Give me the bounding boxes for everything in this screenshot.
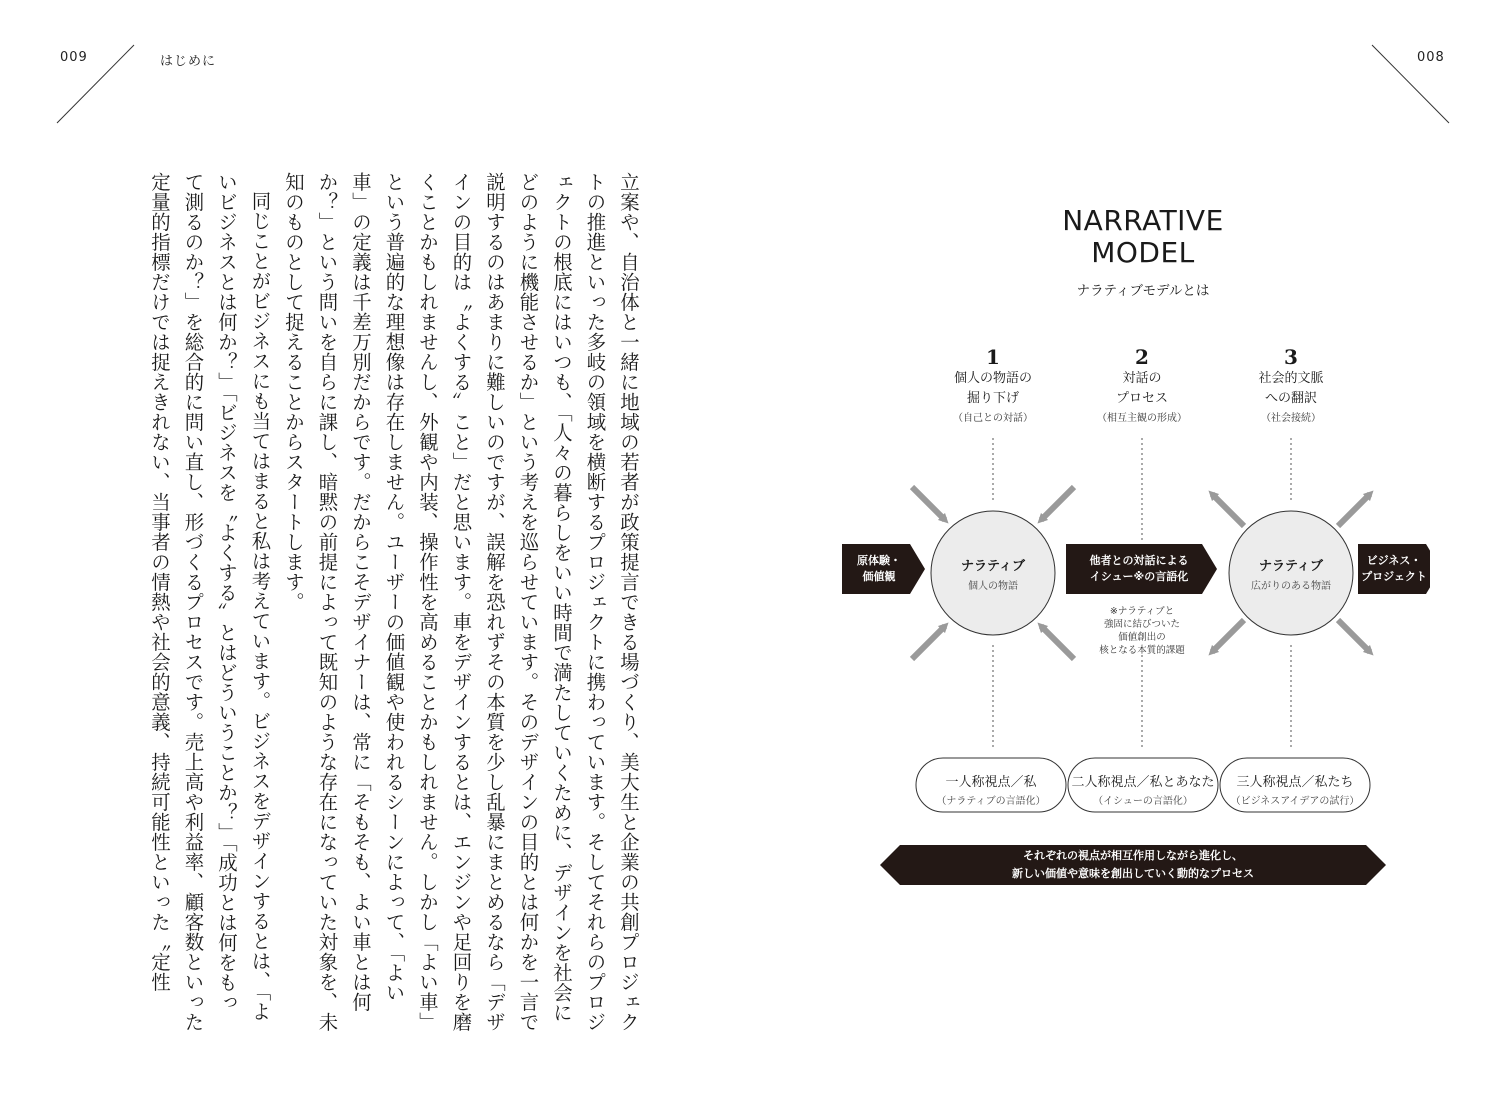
perspective-second-person (1068, 771, 1218, 807)
step-number: 3 (1284, 345, 1298, 369)
step-name-line2: への翻訳 (1264, 391, 1317, 406)
middle-arrow-line1: 他者との対話による (1089, 554, 1189, 567)
circle-1-label (933, 555, 1053, 592)
narrative-model-diagram (830, 195, 1430, 915)
step-note: （社会接続） (1261, 413, 1321, 424)
perspective-first-person (916, 771, 1066, 807)
right-page-number: 008 (1417, 50, 1445, 65)
circle-title: ナラティブ (1259, 559, 1323, 574)
perspective-sub: （ビジネスアイデアの試行） (1230, 796, 1360, 807)
perspective-main: 二人称視点／私とあなた (1071, 775, 1215, 790)
input-tag-line1: 原体験・ (857, 554, 901, 567)
left-page-number: 009 (60, 50, 88, 65)
step-name-line1: 対話の (1122, 371, 1162, 386)
diagram-title-line2: MODEL (1091, 236, 1195, 269)
chapter-title: はじめに (160, 54, 217, 69)
footnote-line4: 核となる本質的課題 (1099, 645, 1185, 656)
step-number: 2 (1135, 345, 1149, 369)
right-corner-line (1372, 45, 1449, 123)
perspective-sub: （ナラティブの言語化） (936, 796, 1046, 807)
footnote-line1: ※ナラティブと (1109, 606, 1175, 617)
footnote-line2: 強固に結びついた (1103, 619, 1180, 630)
output-tag-line2: プロジェクト (1361, 570, 1427, 583)
circle-title: ナラティブ (961, 559, 1025, 574)
diagram-title (980, 205, 1306, 269)
issue-footnote (1082, 605, 1202, 657)
step-number: 1 (986, 345, 1000, 369)
middle-arrow-label (1066, 553, 1212, 585)
step-note: （相互主観の形成） (1097, 413, 1187, 424)
step-name-line2: プロセス (1115, 391, 1168, 406)
circle-2-label (1231, 555, 1351, 592)
output-tag-line1: ビジネス・ (1366, 554, 1422, 567)
output-tag-label (1358, 553, 1430, 585)
middle-arrow-line2: イシュー※の言語化 (1089, 570, 1189, 583)
circle-subtitle: 個人の物語 (968, 581, 1018, 592)
step-2 (1072, 345, 1212, 424)
diagram-title-line1: NARRATIVE (1062, 204, 1224, 237)
diagram-subtitle: ナラティブモデルとは (1076, 283, 1210, 299)
circle-subtitle: 広がりのある物語 (1251, 581, 1331, 592)
body-text (95, 172, 645, 1032)
perspective-main: 三人称視点／私たち (1236, 775, 1354, 790)
input-tag-label (842, 553, 916, 585)
perspective-third-person (1220, 771, 1370, 807)
step-name-line1: 社会的文脈 (1258, 371, 1324, 386)
perspective-main: 一人称視点／私 (945, 775, 1037, 790)
banner-line1: それぞれの視点が相互作用しながら進化し、 (1023, 849, 1243, 862)
body-paragraph-2: 同じことがビジネスにも当てはまると私は考えています。ビジネスをデザインするとは、「よいビジネスとは何か？」「ビジネスを〝よくする〟とはどういうことか？」「成功とは何をもって測るのか？」を総合的に問い直し、形づくるプロセスです。売上高や利益率、顧客数といった定量的指標だけでは捉えきれない、当事者の情熱や社会的意義、持続可能性といった〝定性 (148, 172, 272, 1032)
process-banner (890, 847, 1376, 883)
step-1 (923, 345, 1063, 424)
step-name-line2: 掘り下げ (966, 391, 1019, 406)
footnote-line3: 価値創出の (1118, 632, 1166, 643)
perspective-sub: （イシューの言語化） (1093, 796, 1193, 807)
banner-line2: 新しい価値や意味を創出していく動的なプロセス (1012, 867, 1254, 880)
step-note: （自己との対話） (953, 413, 1033, 424)
body-paragraph-1: 立案や、自治体と一緒に地域の若者が政策提言できる場づくり、美大生と企業の共創プロジェクトの推進といった多岐の領域を横断するプロジェクトに携わっています。そしてそれらのプロジェクトの根底にはいつも、「人々の暮らしをいい時間で満たしていくために、デザインを社会にどのように機能させるか」という考えを巡らせています。そのデザインの目的とは何かを一言で説明するのはあまりに難しいのですが、誤解を恐れずその本質を少し乱暴にまとめるなら「デザインの目的は〝よくする〟こと」だと思います。車をデザインするとは、エンジンや足回りを磨くことかもしれませんし、外観や内装、操作性を高めることかもしれません。しかし「よい車」という普遍的な理想像は存在しません。ユーザーの価値観や使われるシーンによって、「よい車」の定義は千差万別だからです。だからこそデザイナーは、常に「そもそも、よい車とは何か？」という問いを自らに課し、暗黙の前提によって既知のような存在になっていた対象を、未知のものとして捉えることからスタートします。 (282, 172, 640, 1032)
step-3 (1221, 345, 1361, 424)
left-corner-line (57, 45, 134, 123)
input-tag-line2: 価値観 (862, 570, 896, 583)
step-name-line1: 個人の物語の (953, 371, 1032, 386)
